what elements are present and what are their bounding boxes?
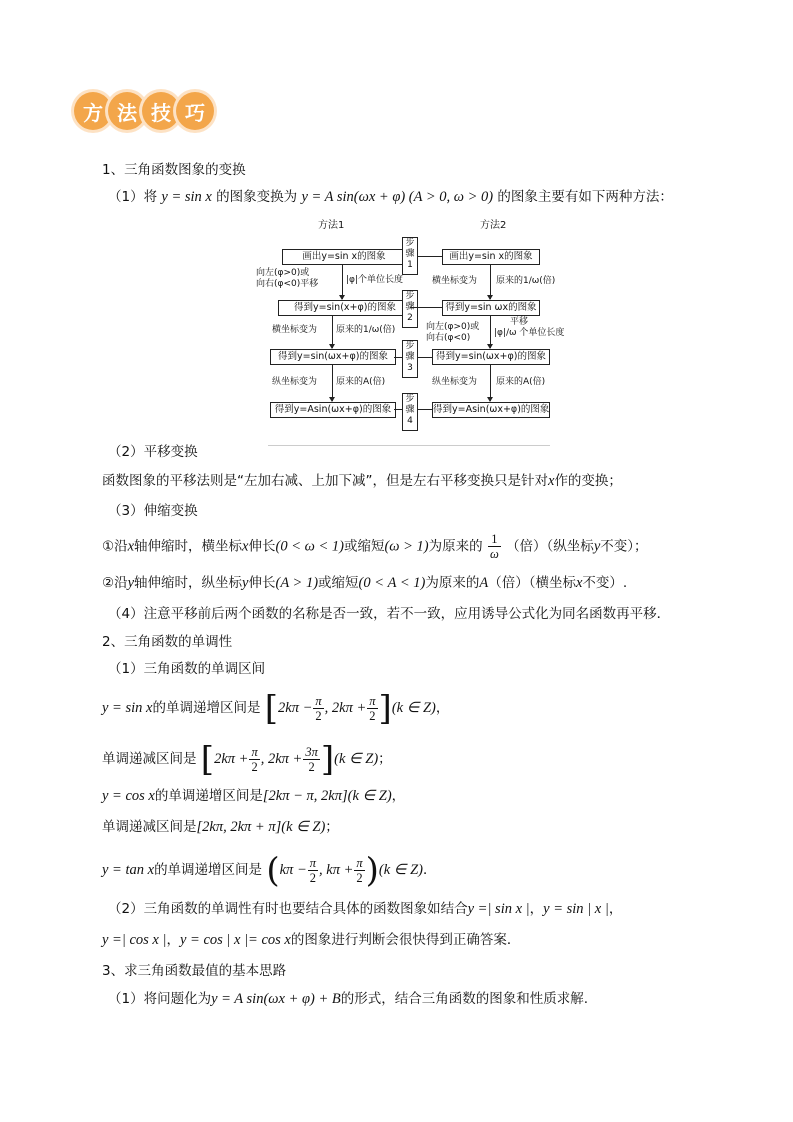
right-label-amp-1: 纵坐标变为 xyxy=(432,377,478,387)
method-1-label: 方法1 xyxy=(318,220,345,231)
monotonic-intervals-title: （1）三角函数的单调区间 xyxy=(108,661,266,677)
badge-char: 巧 xyxy=(176,92,214,130)
left-arrow-1 xyxy=(342,265,343,299)
left-label-shift-3: |φ|个单位长度 xyxy=(346,275,404,285)
sin-decreasing-interval: 单调递减区间是 [2kπ + $\frac{\pi}{2}$ , 2kπ + $\frac{3\pi}{2}$ ](k ∈ Z)； xyxy=(102,739,392,780)
left-step-3-box: 得到y=sin(ωx+φ)的图象 xyxy=(270,349,396,365)
left-step-1-box: 画出y=sin x的图象 xyxy=(282,249,406,265)
left-label-amp-2: 原来的A(倍) xyxy=(336,377,386,387)
left-label-scale-2: 原来的1/ω(倍) xyxy=(336,325,396,335)
right-label-shift-3: 平移 xyxy=(510,317,529,327)
connector xyxy=(410,307,442,308)
cos-increasing-interval: y = cos x的单调递增区间是[2kπ − π, 2kπ](k ∈ Z)， xyxy=(102,788,406,804)
paragraph-1: （1）将 y = sin x 的图象变换为 y = A sin(ωx + φ) (A > 0, ω > 0) 的图象主要有如下两种方法： xyxy=(108,189,673,205)
right-label-scale-2: 原来的1/ω(倍) xyxy=(496,276,556,286)
scaling-x-rule: ①沿x轴伸缩时，横坐标x伸长(0 < ω < 1)或缩短(ω > 1)为原来的 $\frac{1}{\omega}$ （倍）（纵坐标y不变）； xyxy=(102,532,648,561)
method-2-label: 方法2 xyxy=(480,220,507,231)
scaling-y-rule: ②沿y轴伸缩时，纵坐标y伸长(A > 1)或缩短(0 < A < 1)为原来的A（倍）（横坐标x不变）. xyxy=(102,575,628,591)
connector xyxy=(418,357,432,358)
monotonic-graph-hint: （2）三角函数的单调性有时也要结合具体的函数图象如结合y =| sin x |，y = sin | x |， xyxy=(108,901,623,917)
right-arrow-1 xyxy=(490,265,491,299)
extreme-value-paragraph: （1）将问题化为y = A sin(ωx + φ) + B的形式，结合三角函数的图象和性质求解. xyxy=(108,991,589,1007)
sin-increasing-formula: [2kπ − $\frac{\pi}{2}$ , 2kπ + $\frac{\pi}{2}$ ] xyxy=(264,688,392,729)
right-step-1-box: 画出y=sin x的图象 xyxy=(442,249,540,265)
one-over-omega: $\frac{1}{\omega}$ xyxy=(489,532,499,561)
left-label-shift-2: 向右(φ<0)平移 xyxy=(256,279,319,289)
tan-increasing-interval: y = tan x的单调递增区间是 (kπ − $\frac{\pi}{2}$ , kπ + $\frac{\pi}{2}$ )(k ∈ Z)． xyxy=(102,850,437,891)
cos-decreasing-interval: 单调递减区间是[2kπ, 2kπ + π](k ∈ Z)； xyxy=(102,819,339,835)
note-paragraph: （4）注意平移前后两个函数的名称是否一致，若不一致，应用诱导公式化为同名函数再平移． xyxy=(108,606,671,622)
right-label-shift-2: 向右(φ<0) xyxy=(426,333,471,343)
translation-title: （2）平移变换 xyxy=(108,444,198,460)
badge-char: 方 xyxy=(74,92,112,130)
transformation-flowchart xyxy=(256,217,565,446)
monotonic-graph-hint-cont: y =| cos x |，y = cos | x |= cos x的图象进行判断会很快得到正确答案． xyxy=(102,932,521,948)
right-arrow-2 xyxy=(490,316,491,348)
connector xyxy=(418,256,442,257)
tan-increasing-formula: (kπ − $\frac{\pi}{2}$ , kπ + $\frac{\pi}{2}$ ) xyxy=(266,850,379,891)
left-step-2-box: 得到y=sin(x+φ)的图象 xyxy=(278,300,412,316)
left-arrow-2 xyxy=(332,316,333,348)
translation-body: 函数图象的平移法则是“左加右减、上加下减”，但是左右平移变换只是针对x作的变换； xyxy=(102,473,622,489)
right-step-4-box: 得到y=Asin(ωx+φ)的图象 xyxy=(432,402,550,418)
connector xyxy=(418,409,432,410)
step-4: 步骤4 xyxy=(402,393,418,431)
sin-decreasing-formula: [2kπ + $\frac{\pi}{2}$ , 2kπ + $\frac{3\pi}{2}$ ] xyxy=(200,739,335,780)
right-label-scale-1: 横坐标变为 xyxy=(432,276,478,286)
left-label-amp-1: 纵坐标变为 xyxy=(272,377,318,387)
connector xyxy=(394,409,402,410)
right-label-shift-4: |φ|/ω 个单位长度 xyxy=(494,328,565,338)
sin-increasing-interval: y = sin x的单调递增区间是 [2kπ − $\frac{\pi}{2}$ , 2kπ + $\frac{\pi}{2}$ ](k ∈ Z)， xyxy=(102,688,450,729)
right-label-shift-1: 向左(φ>0)或 xyxy=(426,322,480,332)
left-step-4-box: 得到y=Asin(ωx+φ)的图象 xyxy=(270,402,396,418)
right-label-amp-2: 原来的A(倍) xyxy=(496,377,546,387)
badge-char: 法 xyxy=(108,92,146,130)
step-1: 步骤1 xyxy=(402,237,418,275)
step-2: 步骤2 xyxy=(402,290,418,328)
section-2-title: 2、三角函数的单调性 xyxy=(102,634,233,650)
connector xyxy=(394,357,402,358)
section-badge xyxy=(74,92,210,136)
left-arrow-3 xyxy=(332,365,333,401)
badge-char: 技 xyxy=(142,92,180,130)
section-1-title: 1、三角函数图象的变换 xyxy=(102,162,246,178)
scaling-title: （3）伸缩变换 xyxy=(108,503,198,519)
right-step-2-box: 得到y=sin ωx的图象 xyxy=(442,300,540,316)
step-3: 步骤3 xyxy=(402,340,418,378)
left-label-scale-1: 横坐标变为 xyxy=(272,325,318,335)
right-step-3-box: 得到y=sin(ωx+φ)的图象 xyxy=(432,349,550,365)
section-3-title: 3、求三角函数最值的基本思路 xyxy=(102,963,287,979)
left-label-shift-1: 向左(φ>0)或 xyxy=(256,268,310,278)
right-arrow-3 xyxy=(490,365,491,401)
